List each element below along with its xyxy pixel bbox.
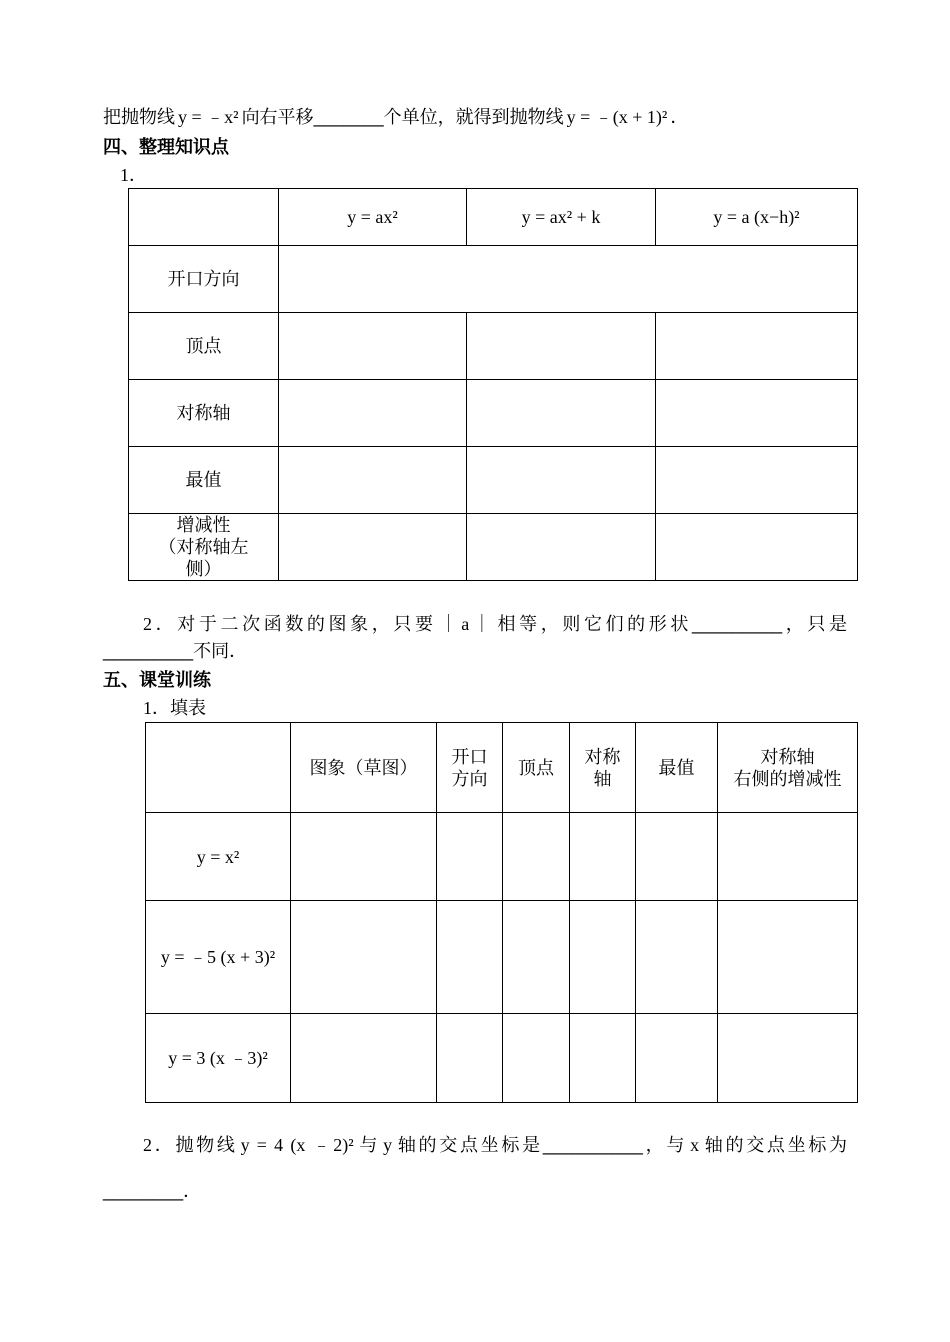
answer-cell <box>503 813 570 901</box>
header-graph-sketch: 图象（草图） <box>309 757 418 778</box>
row-label-cell <box>146 901 291 1014</box>
answer-cell <box>279 380 467 447</box>
intro-line <box>103 105 688 129</box>
formula-y-3-x-minus-3-squared: y = 3 (x ﹣3)² <box>168 1048 268 1068</box>
row-label-monotonicity-line3: 侧） <box>185 559 222 579</box>
row-label-cell <box>146 1014 291 1103</box>
row-label-cell <box>146 813 291 901</box>
answer-cell <box>291 1014 437 1103</box>
answer-cell <box>467 313 656 380</box>
answer-blank: _________ <box>103 641 194 661</box>
answer-cell <box>656 514 858 581</box>
knowledge-table-header-row <box>129 189 858 246</box>
formula-y-x2: y = x² <box>196 846 240 867</box>
section5-item2-line2 <box>103 1179 201 1203</box>
intro-text-1: 把抛物线 <box>103 107 175 127</box>
item2-text-4: ，与 <box>642 1135 688 1155</box>
intro-period: ． <box>670 107 689 127</box>
table-row <box>129 447 858 514</box>
header-cell <box>437 723 503 813</box>
header-opening-direction-line1: 开口 <box>451 746 488 767</box>
row-label-cell <box>129 313 279 380</box>
header-vertex: 顶点 <box>518 757 554 778</box>
header-cell <box>279 189 467 246</box>
table-row <box>129 313 858 380</box>
header-cell <box>656 189 858 246</box>
table-row <box>129 380 858 447</box>
header-cell <box>291 723 437 813</box>
table-row <box>129 246 858 313</box>
row-label-extreme-value: 最值 <box>185 470 222 490</box>
header-monotonicity-line1: 对称轴 <box>760 746 815 767</box>
answer-cell <box>437 901 503 1014</box>
header-corner-cell <box>129 189 279 246</box>
variable-x: x <box>690 1135 700 1155</box>
row-label-cell <box>129 514 279 581</box>
answer-cell <box>636 1014 718 1103</box>
answer-cell <box>291 901 437 1014</box>
item2-text-1: 抛物线 <box>175 1135 238 1155</box>
row-label-cell <box>129 246 279 313</box>
practice-table <box>145 722 858 1103</box>
intro-text-3: 个单位，就得到抛物线 <box>383 107 564 127</box>
knowledge-table <box>128 188 858 581</box>
header-extreme-value: 最值 <box>658 757 695 778</box>
formula-y-neg5-x-plus-3-squared: y = ﹣5 (x + 3)² <box>160 947 276 967</box>
item2-text-2: 与 <box>356 1135 381 1155</box>
answer-cell <box>279 313 467 380</box>
table-row <box>146 901 858 1014</box>
formula-y-a-x-minus-h-squared: y = a (x−h)² <box>713 207 800 227</box>
item2-text-2: 相等，则它们的形状 <box>497 614 693 634</box>
answer-cell <box>636 901 718 1014</box>
opening-direction-answer-cell <box>279 246 858 313</box>
formula-y-ax2: y = ax² <box>347 207 398 227</box>
item-number: 1． <box>143 698 170 718</box>
table-row <box>146 1014 858 1103</box>
answer-cell <box>503 901 570 1014</box>
section4-heading: 四、整理知识点 <box>103 137 229 157</box>
header-corner-cell <box>146 723 291 813</box>
item2-text-5: 轴的交点坐标为 <box>702 1135 848 1155</box>
answer-cell <box>437 813 503 901</box>
header-cell <box>467 189 656 246</box>
item2-text-3: 轴的交点坐标是 <box>395 1135 543 1155</box>
header-cell <box>570 723 636 813</box>
answer-cell <box>291 813 437 901</box>
header-axis-line1: 对称 <box>584 746 621 767</box>
header-cell <box>636 723 718 813</box>
row-label-cell <box>129 380 279 447</box>
answer-blank: _________ <box>692 614 783 634</box>
section4-item2-line1 <box>143 612 847 636</box>
header-cell <box>503 723 570 813</box>
answer-cell <box>570 1014 636 1103</box>
item2-text-3: ，只是 <box>782 614 848 634</box>
formula-parabola-target: y = ﹣(x + 1)² <box>566 107 668 127</box>
variable-y: y <box>383 1135 393 1155</box>
answer-blank: _______ <box>313 107 384 127</box>
answer-cell <box>570 901 636 1014</box>
row-label-monotonicity-line1: 增减性 <box>176 515 231 535</box>
row-label-axis-of-symmetry: 对称轴 <box>176 403 231 423</box>
answer-cell <box>656 313 858 380</box>
header-opening-direction-line2: 方向 <box>451 768 488 789</box>
item-number: 2． <box>143 614 178 634</box>
answer-cell <box>279 514 467 581</box>
answer-cell <box>718 1014 858 1103</box>
answer-cell <box>570 813 636 901</box>
section4-item2-line2 <box>103 639 247 663</box>
formula-y-ax2-plus-k: y = ax² + k <box>521 207 601 227</box>
row-label-monotonicity-line2: （对称轴左 <box>158 537 249 557</box>
section4-item1-number: 1． <box>120 165 147 185</box>
header-monotonicity-line2: 右侧的增减性 <box>733 768 842 789</box>
answer-cell <box>467 514 656 581</box>
answer-cell <box>467 447 656 514</box>
abs-a-expression: ｜a｜ <box>439 614 495 634</box>
table-row <box>129 514 858 581</box>
answer-cell <box>636 813 718 901</box>
header-cell <box>718 723 858 813</box>
section5-item1 <box>143 696 206 720</box>
table-row <box>146 813 858 901</box>
header-axis-line2: 轴 <box>593 768 612 789</box>
row-label-cell <box>129 447 279 514</box>
row-label-opening-direction: 开口方向 <box>167 269 240 289</box>
formula-parabola-original: y = ﹣x² <box>178 107 239 127</box>
item1-label: 填表 <box>170 698 206 718</box>
answer-cell <box>718 813 858 901</box>
item-number: 2． <box>143 1135 176 1155</box>
row-label-vertex: 顶点 <box>185 336 222 356</box>
answer-cell <box>656 447 858 514</box>
answer-cell <box>656 380 858 447</box>
item2-text-1: 对于二次函数的图象，只要 <box>177 614 437 634</box>
item2-text-4: 不同． <box>193 641 248 661</box>
answer-cell <box>467 380 656 447</box>
section5-item2-line1 <box>143 1133 847 1157</box>
formula-y-4-x-minus-2-squared: y = 4 (x ﹣2)² <box>240 1135 354 1155</box>
answer-blank: ________ <box>103 1181 184 1201</box>
item2-period: ． <box>183 1181 202 1201</box>
answer-cell <box>279 447 467 514</box>
practice-table-header-row <box>146 723 858 813</box>
answer-cell <box>503 1014 570 1103</box>
section5-heading: 五、课堂训练 <box>103 670 211 690</box>
answer-cell <box>718 901 858 1014</box>
answer-blank: __________ <box>542 1135 643 1155</box>
answer-cell <box>437 1014 503 1103</box>
intro-text-2: 向右平移 <box>241 107 314 127</box>
